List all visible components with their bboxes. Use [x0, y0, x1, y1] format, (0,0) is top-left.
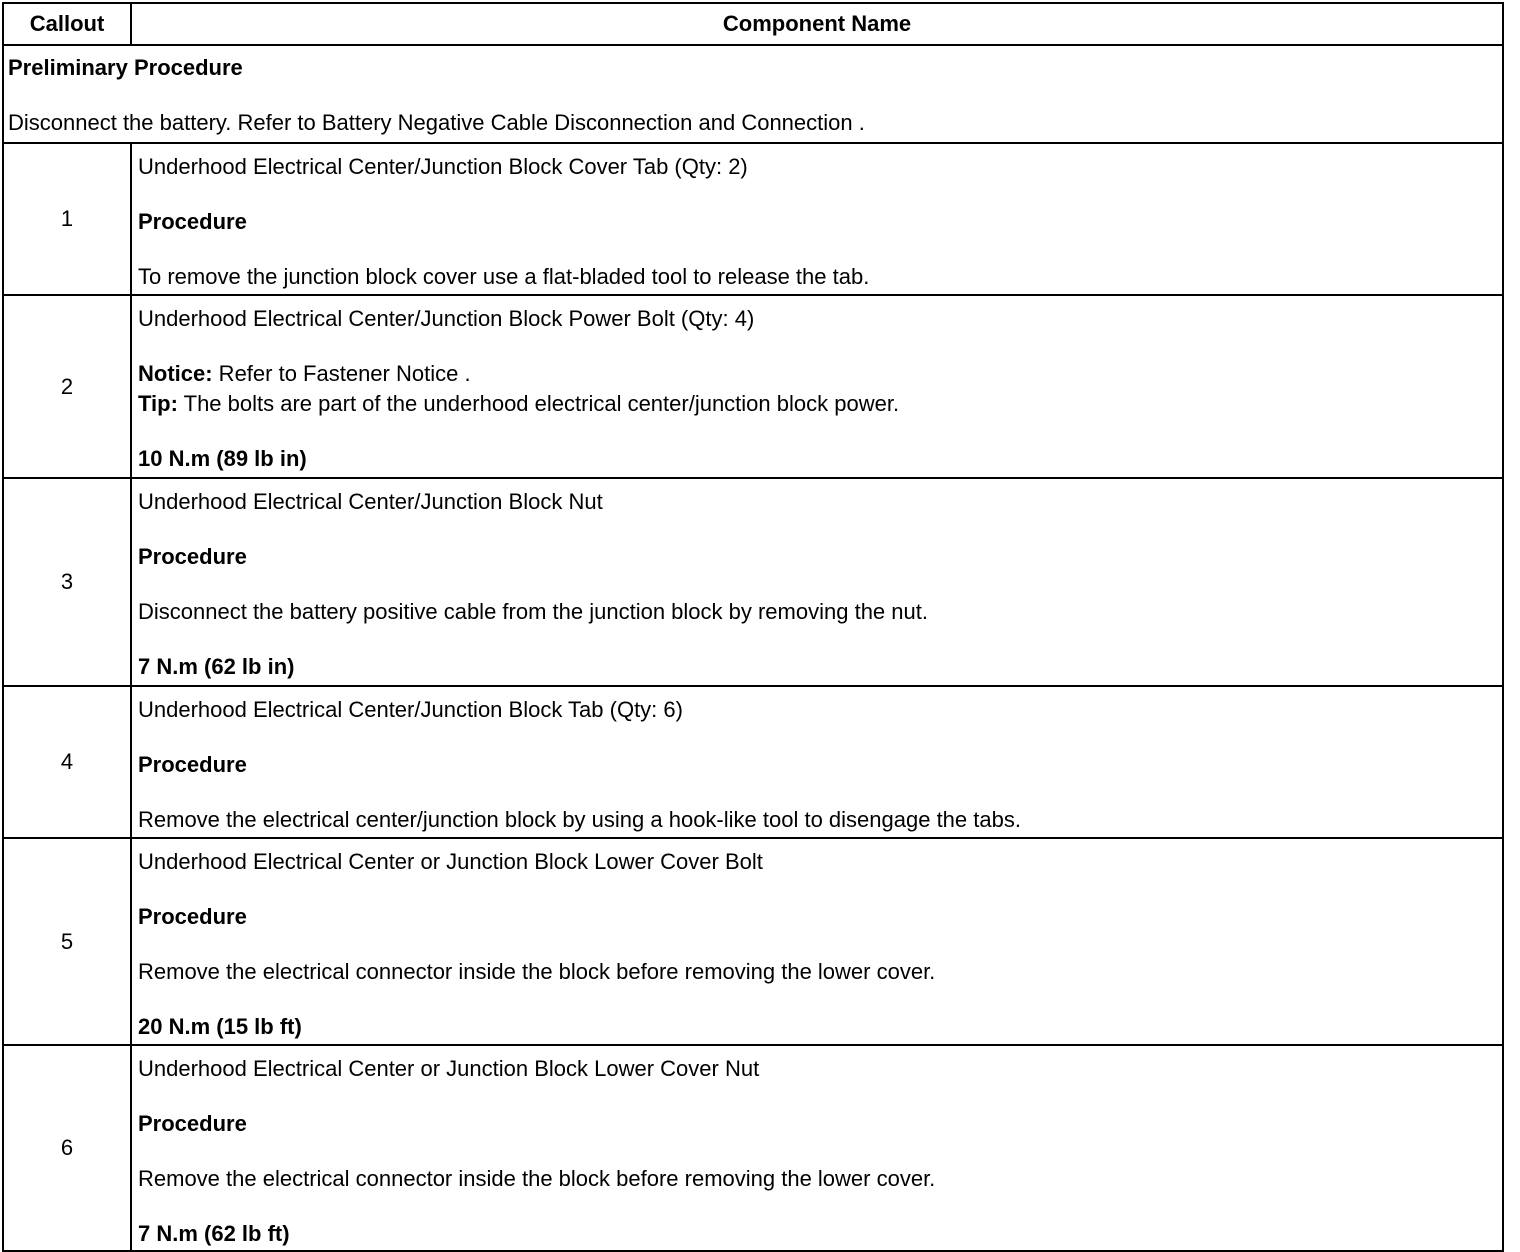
header-component-name: Component Name [722, 11, 912, 36]
procedure-text: Remove the electrical center/junction block by using a hook-like tool to disengage the tabs. [138, 807, 1021, 832]
notice-label: Notice: [138, 361, 213, 386]
procedure-label: Procedure [138, 209, 247, 234]
table-row [4, 1044, 1502, 1250]
notice-text: Refer to Fastener Notice . [212, 361, 471, 386]
procedure-label: Procedure [138, 904, 247, 929]
component-table [2, 2, 1504, 1252]
procedure-text: To remove the junction block cover use a flat-bladed tool to release the tab. [138, 264, 870, 289]
preliminary-text: Disconnect the battery. Refer to Battery Negative Cable Disconnection and Connection . [8, 110, 865, 135]
table-row [4, 294, 1502, 477]
component-name: Underhood Electrical Center/Junction Block Tab (Qty: 6) [138, 697, 683, 722]
procedure-text: Remove the electrical connector inside the block before removing the lower cover. [138, 1166, 936, 1191]
header-callout: Callout [4, 4, 132, 44]
component-name: Underhood Electrical Center or Junction Block Lower Cover Nut [138, 1056, 760, 1081]
torque-spec: 7 N.m (62 lb in) [138, 654, 295, 679]
callout-number: 5 [4, 839, 132, 1044]
procedure-text: Remove the electrical connector inside the block before removing the lower cover. [138, 959, 936, 984]
table-row [4, 477, 1502, 685]
component-name: Underhood Electrical Center/Junction Block Power Bolt (Qty: 4) [138, 306, 755, 331]
callout-number: 6 [4, 1046, 132, 1250]
callout-number: 1 [4, 144, 132, 294]
table-row [4, 837, 1502, 1044]
component-name: Underhood Electrical Center or Junction Block Lower Cover Bolt [138, 849, 763, 874]
procedure-label: Procedure [138, 752, 247, 777]
preliminary-title: Preliminary Procedure [8, 55, 243, 80]
torque-spec: 10 N.m (89 lb in) [138, 446, 307, 471]
callout-number: 3 [4, 479, 132, 685]
torque-spec: 20 N.m (15 lb ft) [138, 1014, 302, 1039]
preliminary-row [4, 44, 1502, 142]
procedure-text: Disconnect the battery positive cable from the junction block by removing the nut. [138, 599, 928, 624]
torque-spec: 7 N.m (62 lb ft) [138, 1221, 290, 1246]
callout-number: 2 [4, 296, 132, 477]
procedure-label: Procedure [138, 1111, 247, 1136]
tip-text: The bolts are part of the underhood electrical center/junction block power. [177, 391, 900, 416]
table-row [4, 142, 1502, 294]
table-row [4, 685, 1502, 837]
component-name: Underhood Electrical Center/Junction Block Cover Tab (Qty: 2) [138, 154, 748, 179]
callout-number: 4 [4, 687, 132, 837]
component-name: Underhood Electrical Center/Junction Block Nut [138, 489, 603, 514]
table-header-row [4, 4, 1502, 44]
tip-label: Tip: [138, 391, 178, 416]
procedure-label: Procedure [138, 544, 247, 569]
